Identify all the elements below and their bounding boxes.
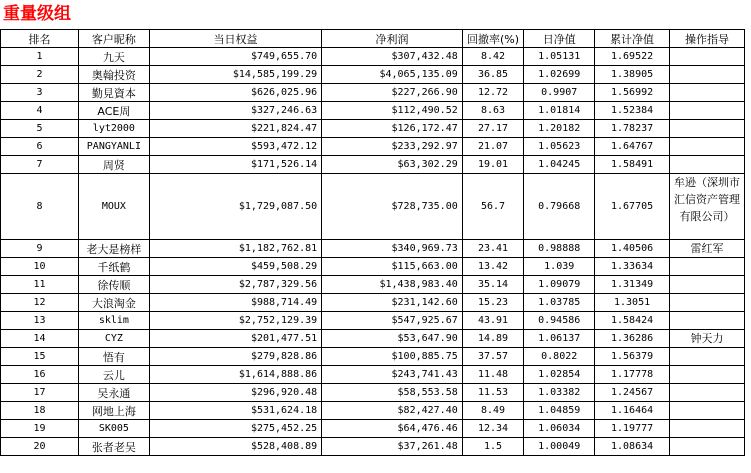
table-header-row [1, 30, 745, 48]
drawdown-cell: 21.07 [462, 138, 524, 156]
guide-cell: 钟天力 [670, 330, 745, 348]
table-row [1, 366, 745, 384]
column-header-cumulative-nav: 累计净值 [595, 30, 670, 48]
guide-cell [670, 402, 745, 420]
rank-cell: 13 [1, 312, 79, 330]
table-row [1, 138, 745, 156]
net-profit-cell: $4,065,135.09 [322, 66, 463, 84]
daily-nav-cell: 1.04245 [524, 156, 595, 174]
net-profit-cell: $100,885.75 [322, 348, 463, 366]
table-row [1, 258, 745, 276]
net-profit-cell: $340,969.73 [322, 240, 463, 258]
guide-cell [670, 384, 745, 402]
drawdown-cell: 14.89 [462, 330, 524, 348]
daily-nav-cell: 0.8022 [524, 348, 595, 366]
rank-cell: 2 [1, 66, 79, 84]
daily-nav-cell: 0.79668 [524, 174, 595, 240]
daily-nav-cell: 1.03785 [524, 294, 595, 312]
net-profit-cell: $112,490.52 [322, 102, 463, 120]
cumulative-nav-cell: 1.33634 [595, 258, 670, 276]
drawdown-cell: 36.85 [462, 66, 524, 84]
drawdown-cell: 19.01 [462, 156, 524, 174]
rank-cell: 16 [1, 366, 79, 384]
net-profit-cell: $547,925.67 [322, 312, 463, 330]
net-profit-cell: $728,735.00 [322, 174, 463, 240]
net-profit-cell: $307,432.48 [322, 48, 463, 66]
equity-cell: $531,624.18 [149, 402, 321, 420]
equity-cell: $201,477.51 [149, 330, 321, 348]
rank-cell: 5 [1, 120, 79, 138]
cumulative-nav-cell: 1.58491 [595, 156, 670, 174]
table-row [1, 348, 745, 366]
column-header-guide: 操作指导 [670, 30, 745, 48]
daily-nav-cell: 1.20182 [524, 120, 595, 138]
nickname-cell: 九天 [78, 48, 149, 66]
nickname-cell: sklim [78, 312, 149, 330]
drawdown-cell: 56.7 [462, 174, 524, 240]
equity-cell: $221,824.47 [149, 120, 321, 138]
cumulative-nav-cell: 1.69522 [595, 48, 670, 66]
column-header-daily-nav: 日净值 [524, 30, 595, 48]
equity-cell: $1,182,762.81 [149, 240, 321, 258]
drawdown-cell: 11.48 [462, 366, 524, 384]
cumulative-nav-cell: 1.64767 [595, 138, 670, 156]
table-row [1, 240, 745, 258]
daily-nav-cell: 1.06137 [524, 330, 595, 348]
table-row [1, 276, 745, 294]
nickname-cell: 悟有 [78, 348, 149, 366]
drawdown-cell: 8.42 [462, 48, 524, 66]
daily-nav-cell: 1.02854 [524, 366, 595, 384]
guide-cell: 牟逊（深圳市汇信资产管理有限公司） [670, 174, 745, 240]
daily-nav-cell: 1.039 [524, 258, 595, 276]
net-profit-cell: $126,172.47 [322, 120, 463, 138]
cumulative-nav-cell: 1.52384 [595, 102, 670, 120]
nickname-cell: 奥翰投资 [78, 66, 149, 84]
equity-cell: $2,787,329.56 [149, 276, 321, 294]
nickname-cell: 周贤 [78, 156, 149, 174]
guide-cell: 雷红军 [670, 240, 745, 258]
rank-cell: 19 [1, 420, 79, 438]
drawdown-cell: 11.53 [462, 384, 524, 402]
guide-cell [670, 84, 745, 102]
column-header-net-profit: 净利润 [322, 30, 463, 48]
nickname-cell: 勤見資本 [78, 84, 149, 102]
drawdown-cell: 12.72 [462, 84, 524, 102]
guide-cell [670, 348, 745, 366]
nickname-cell: 老大是榜样 [78, 240, 149, 258]
net-profit-cell: $231,142.60 [322, 294, 463, 312]
rank-cell: 11 [1, 276, 79, 294]
cumulative-nav-cell: 1.56379 [595, 348, 670, 366]
guide-cell [670, 258, 745, 276]
nickname-cell: SK005 [78, 420, 149, 438]
nickname-cell: 吴永通 [78, 384, 149, 402]
cumulative-nav-cell: 1.56992 [595, 84, 670, 102]
drawdown-cell: 15.23 [462, 294, 524, 312]
table-row [1, 102, 745, 120]
table-row [1, 330, 745, 348]
equity-cell: $626,025.96 [149, 84, 321, 102]
table-row [1, 312, 745, 330]
equity-cell: $1,729,087.50 [149, 174, 321, 240]
daily-nav-cell: 1.02699 [524, 66, 595, 84]
rank-cell: 10 [1, 258, 79, 276]
table-row [1, 66, 745, 84]
daily-nav-cell: 1.05623 [524, 138, 595, 156]
guide-cell [670, 366, 745, 384]
cumulative-nav-cell: 1.78237 [595, 120, 670, 138]
column-header-equity: 当日权益 [149, 30, 321, 48]
nickname-cell: 徐传顺 [78, 276, 149, 294]
guide-cell [670, 102, 745, 120]
drawdown-cell: 35.14 [462, 276, 524, 294]
rank-cell: 3 [1, 84, 79, 102]
cumulative-nav-cell: 1.16464 [595, 402, 670, 420]
rank-cell: 12 [1, 294, 79, 312]
table-row [1, 384, 745, 402]
daily-nav-cell: 1.00049 [524, 438, 595, 456]
rank-cell: 1 [1, 48, 79, 66]
drawdown-cell: 8.63 [462, 102, 524, 120]
column-header-drawdown: 回撤率(%) [462, 30, 524, 48]
net-profit-cell: $243,741.43 [322, 366, 463, 384]
rank-cell: 15 [1, 348, 79, 366]
guide-cell [670, 294, 745, 312]
equity-cell: $988,714.49 [149, 294, 321, 312]
drawdown-cell: 8.49 [462, 402, 524, 420]
equity-cell: $528,408.89 [149, 438, 321, 456]
net-profit-cell: $115,663.00 [322, 258, 463, 276]
net-profit-cell: $82,427.40 [322, 402, 463, 420]
guide-cell [670, 156, 745, 174]
net-profit-cell: $53,647.90 [322, 330, 463, 348]
equity-cell: $2,752,129.39 [149, 312, 321, 330]
net-profit-cell: $227,266.90 [322, 84, 463, 102]
nickname-cell: CYZ [78, 330, 149, 348]
nickname-cell: 网地上海 [78, 402, 149, 420]
equity-cell: $1,614,888.86 [149, 366, 321, 384]
table-row [1, 420, 745, 438]
rank-cell: 18 [1, 402, 79, 420]
drawdown-cell: 43.91 [462, 312, 524, 330]
equity-cell: $593,472.12 [149, 138, 321, 156]
nickname-cell: 云儿 [78, 366, 149, 384]
equity-cell: $749,655.70 [149, 48, 321, 66]
drawdown-cell: 37.57 [462, 348, 524, 366]
table-row [1, 402, 745, 420]
rank-cell: 8 [1, 174, 79, 240]
daily-nav-cell: 1.09079 [524, 276, 595, 294]
net-profit-cell: $1,438,983.40 [322, 276, 463, 294]
net-profit-cell: $64,476.46 [322, 420, 463, 438]
cumulative-nav-cell: 1.40506 [595, 240, 670, 258]
net-profit-cell: $233,292.97 [322, 138, 463, 156]
rank-cell: 9 [1, 240, 79, 258]
equity-cell: $279,828.86 [149, 348, 321, 366]
nickname-cell: PANGYANLI [78, 138, 149, 156]
daily-nav-cell: 1.01814 [524, 102, 595, 120]
equity-cell: $14,585,199.29 [149, 66, 321, 84]
table-row [1, 174, 745, 240]
rank-cell: 20 [1, 438, 79, 456]
guide-cell [670, 438, 745, 456]
daily-nav-cell: 0.9907 [524, 84, 595, 102]
daily-nav-cell: 0.94586 [524, 312, 595, 330]
rank-cell: 14 [1, 330, 79, 348]
rank-cell: 4 [1, 102, 79, 120]
nickname-cell: lyt2000 [78, 120, 149, 138]
guide-cell [670, 66, 745, 84]
net-profit-cell: $63,302.29 [322, 156, 463, 174]
drawdown-cell: 1.5 [462, 438, 524, 456]
cumulative-nav-cell: 1.24567 [595, 384, 670, 402]
cumulative-nav-cell: 1.31349 [595, 276, 670, 294]
daily-nav-cell: 1.05131 [524, 48, 595, 66]
cumulative-nav-cell: 1.17778 [595, 366, 670, 384]
drawdown-cell: 23.41 [462, 240, 524, 258]
rank-cell: 6 [1, 138, 79, 156]
drawdown-cell: 12.34 [462, 420, 524, 438]
net-profit-cell: $58,553.58 [322, 384, 463, 402]
nickname-cell: MOUX [78, 174, 149, 240]
table-row [1, 48, 745, 66]
daily-nav-cell: 1.06034 [524, 420, 595, 438]
rank-cell: 7 [1, 156, 79, 174]
net-profit-cell: $37,261.48 [322, 438, 463, 456]
daily-nav-cell: 0.98888 [524, 240, 595, 258]
cumulative-nav-cell: 1.19777 [595, 420, 670, 438]
guide-cell [670, 312, 745, 330]
cumulative-nav-cell: 1.3051 [595, 294, 670, 312]
table-row [1, 120, 745, 138]
table-row [1, 294, 745, 312]
cumulative-nav-cell: 1.38905 [595, 66, 670, 84]
cumulative-nav-cell: 1.08634 [595, 438, 670, 456]
drawdown-cell: 13.42 [462, 258, 524, 276]
daily-nav-cell: 1.04859 [524, 402, 595, 420]
table-row [1, 84, 745, 102]
ranking-table [0, 29, 745, 456]
nickname-cell: 张者老吴 [78, 438, 149, 456]
equity-cell: $275,452.25 [149, 420, 321, 438]
cumulative-nav-cell: 1.58424 [595, 312, 670, 330]
nickname-cell: 大浪淘金 [78, 294, 149, 312]
rank-cell: 17 [1, 384, 79, 402]
equity-cell: $327,246.63 [149, 102, 321, 120]
nickname-cell: ACE周 [78, 102, 149, 120]
equity-cell: $296,920.48 [149, 384, 321, 402]
guide-cell [670, 276, 745, 294]
cumulative-nav-cell: 1.36286 [595, 330, 670, 348]
page-title: 重量级组 [3, 4, 71, 24]
nickname-cell: 千纸鹤 [78, 258, 149, 276]
drawdown-cell: 27.17 [462, 120, 524, 138]
table-row [1, 156, 745, 174]
cumulative-nav-cell: 1.67705 [595, 174, 670, 240]
guide-cell [670, 420, 745, 438]
table-row [1, 438, 745, 456]
guide-cell [670, 120, 745, 138]
guide-cell [670, 48, 745, 66]
equity-cell: $171,526.14 [149, 156, 321, 174]
daily-nav-cell: 1.03382 [524, 384, 595, 402]
column-header-rank: 排名 [1, 30, 79, 48]
equity-cell: $459,508.29 [149, 258, 321, 276]
column-header-nickname: 客户昵称 [78, 30, 149, 48]
guide-cell [670, 138, 745, 156]
